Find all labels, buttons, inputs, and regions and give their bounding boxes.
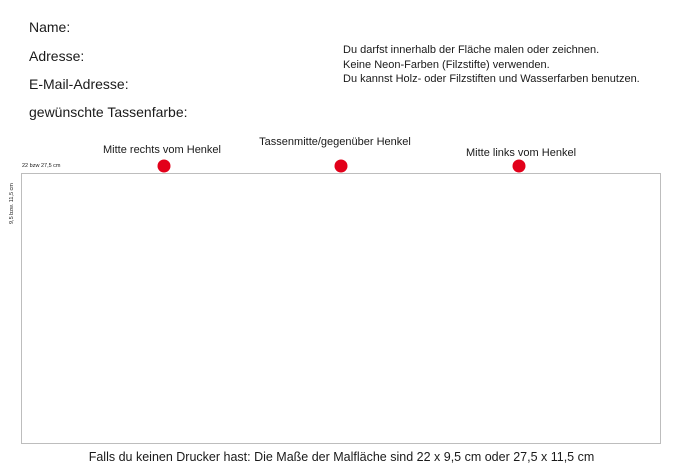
address-label: Adresse: (29, 48, 85, 64)
instruction-line: Keine Neon-Farben (Filzstifte) verwenden. (343, 58, 550, 71)
height-dimension-label: 9,5 bzw. 11,5 cm (9, 183, 15, 224)
email-label: E-Mail-Adresse: (29, 76, 129, 92)
marker-label-left-of-handle: Mitte links vom Henkel (465, 147, 577, 159)
instruction-line: Du kannst Holz- oder Filzstiften und Wasserfarben benutzen. (343, 73, 640, 85)
marker-dot-left-of-handle (513, 160, 526, 173)
painting-area (21, 173, 661, 444)
marker-dot-right-of-handle (158, 160, 171, 173)
marker-label-cup-center: Tassenmitte/gegenüber Henkel (259, 136, 411, 148)
marker-label-right-of-handle: Mitte rechts vom Henkel (103, 144, 221, 156)
instructions (343, 43, 640, 87)
cup-color-label: gewünschte Tassenfarbe: (29, 104, 188, 120)
width-dimension-label: 22 bzw 27,5 cm (22, 163, 61, 169)
footer-note: Falls du keinen Drucker hast: Die Maße der Malfläche sind 22 x 9,5 cm oder 27,5 x 11,5 cm (88, 450, 595, 464)
marker-dot-cup-center (335, 160, 348, 173)
instruction-line: Du darfst innerhalb der Fläche malen oder zeichnen. (343, 44, 600, 56)
name-label: Name: (29, 19, 71, 35)
